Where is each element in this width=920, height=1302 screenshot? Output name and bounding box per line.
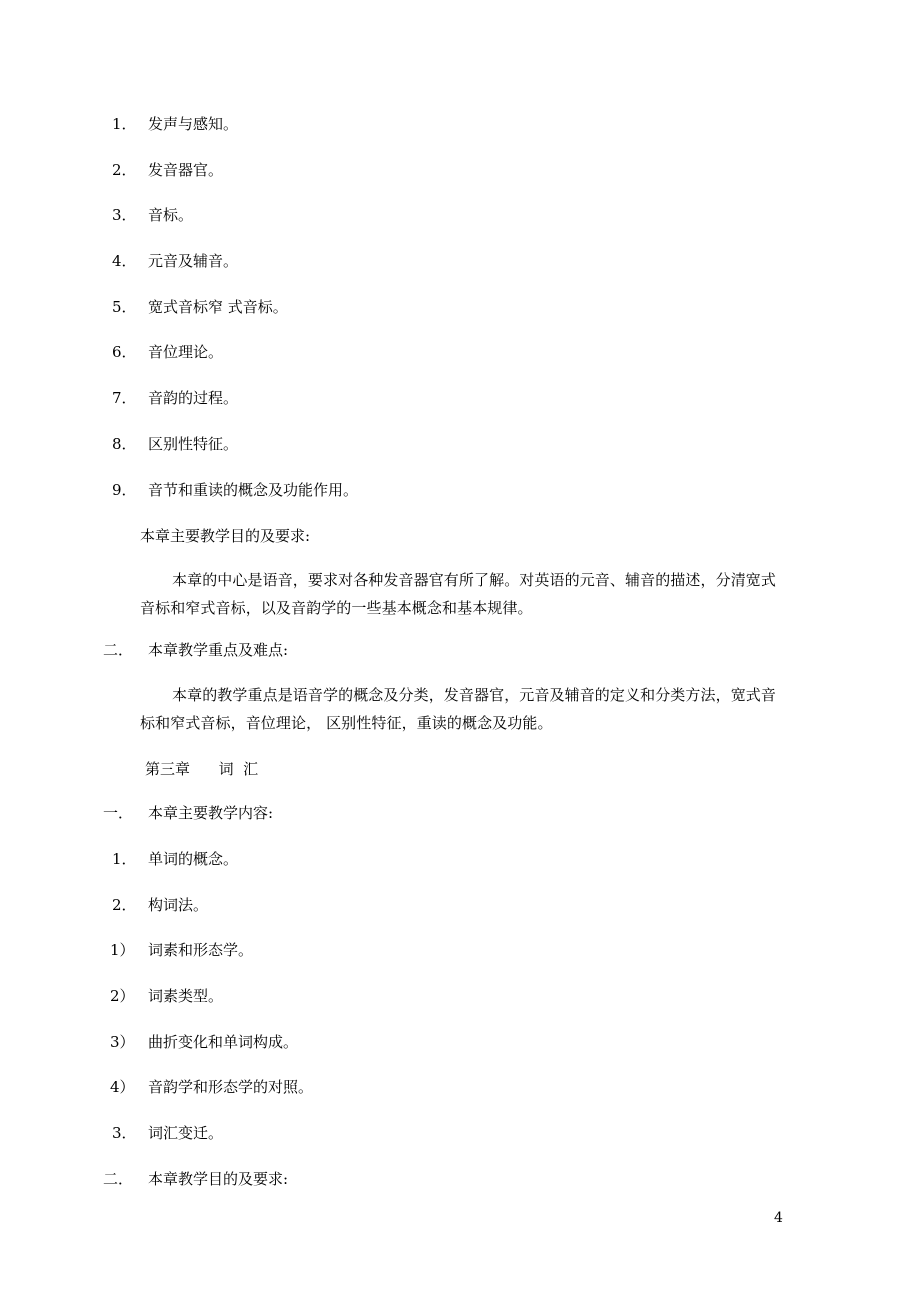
list-item-number: 3） [110,1033,135,1051]
list-item-text: 元音及辅音。 [148,252,239,270]
list-item-number: 9． [112,481,137,499]
list-item-text: 词素和形态学。 [148,941,254,959]
list-item-number: 4） [110,1078,135,1096]
section-number: 一． [103,804,134,822]
key-points-paragraph: 本章的教学重点是语音学的概念及分类，发音器官，元音及辅音的定义和分类方法，宽式音标和窄式音标，音位理论， 区别性特征，重读的概念及功能。 [140,686,777,732]
list-item-number: 7． [112,389,137,407]
list-item-text: 宽式音标窄 式音标。 [148,298,288,316]
list-item-text: 发音器官。 [148,161,224,179]
list-item-text: 音标。 [148,206,194,224]
list-item-text: 音节和重读的概念及功能作用。 [148,481,359,499]
list-item-text: 区别性特征。 [148,435,239,453]
list-item-number: 2． [112,896,137,914]
section-heading: 本章主要教学内容: [148,804,274,822]
list-item-text: 音韵的过程。 [148,389,239,407]
list-item-text: 单词的概念。 [148,850,239,868]
list-item-number: 1． [112,850,137,868]
list-item-number: 5． [112,298,137,316]
list-item-number: 3． [112,1124,137,1142]
list-item-number: 1． [112,115,137,133]
section-heading-goals: 本章主要教学目的及要求: [140,527,311,545]
section-number: 二． [103,641,134,659]
goals-paragraph: 本章的中心是语音，要求对各种发音器官有所了解。对英语的元音、辅音的描述，分清宽式音标和窄式音标，以及音韵学的一些基本概念和基本规律。 [140,571,777,617]
list-item-text: 发声与感知。 [148,115,239,133]
list-item-number: 2） [110,987,135,1005]
section-heading: 本章教学重点及难点: [148,641,289,659]
list-item-text: 音位理论。 [148,343,224,361]
chapter-title: 第三章 词 汇 [145,760,259,778]
list-item-text: 音韵学和形态学的对照。 [148,1078,314,1096]
list-item-number: 3． [112,206,137,224]
page-number: 4 [774,1210,783,1226]
list-item-text: 曲折变化和单词构成。 [148,1033,299,1051]
list-item-text: 词汇变迁。 [148,1124,224,1142]
list-item-number: 1） [110,941,135,959]
list-item-text: 构词法。 [148,896,209,914]
list-item-number: 8． [112,435,137,453]
list-item-text: 词素类型。 [148,987,224,1005]
list-item-number: 4． [112,252,137,270]
list-item-number: 6． [112,343,137,361]
list-item-number: 2． [112,161,137,179]
section-heading: 本章教学目的及要求: [148,1170,289,1188]
section-number: 二． [103,1170,134,1188]
